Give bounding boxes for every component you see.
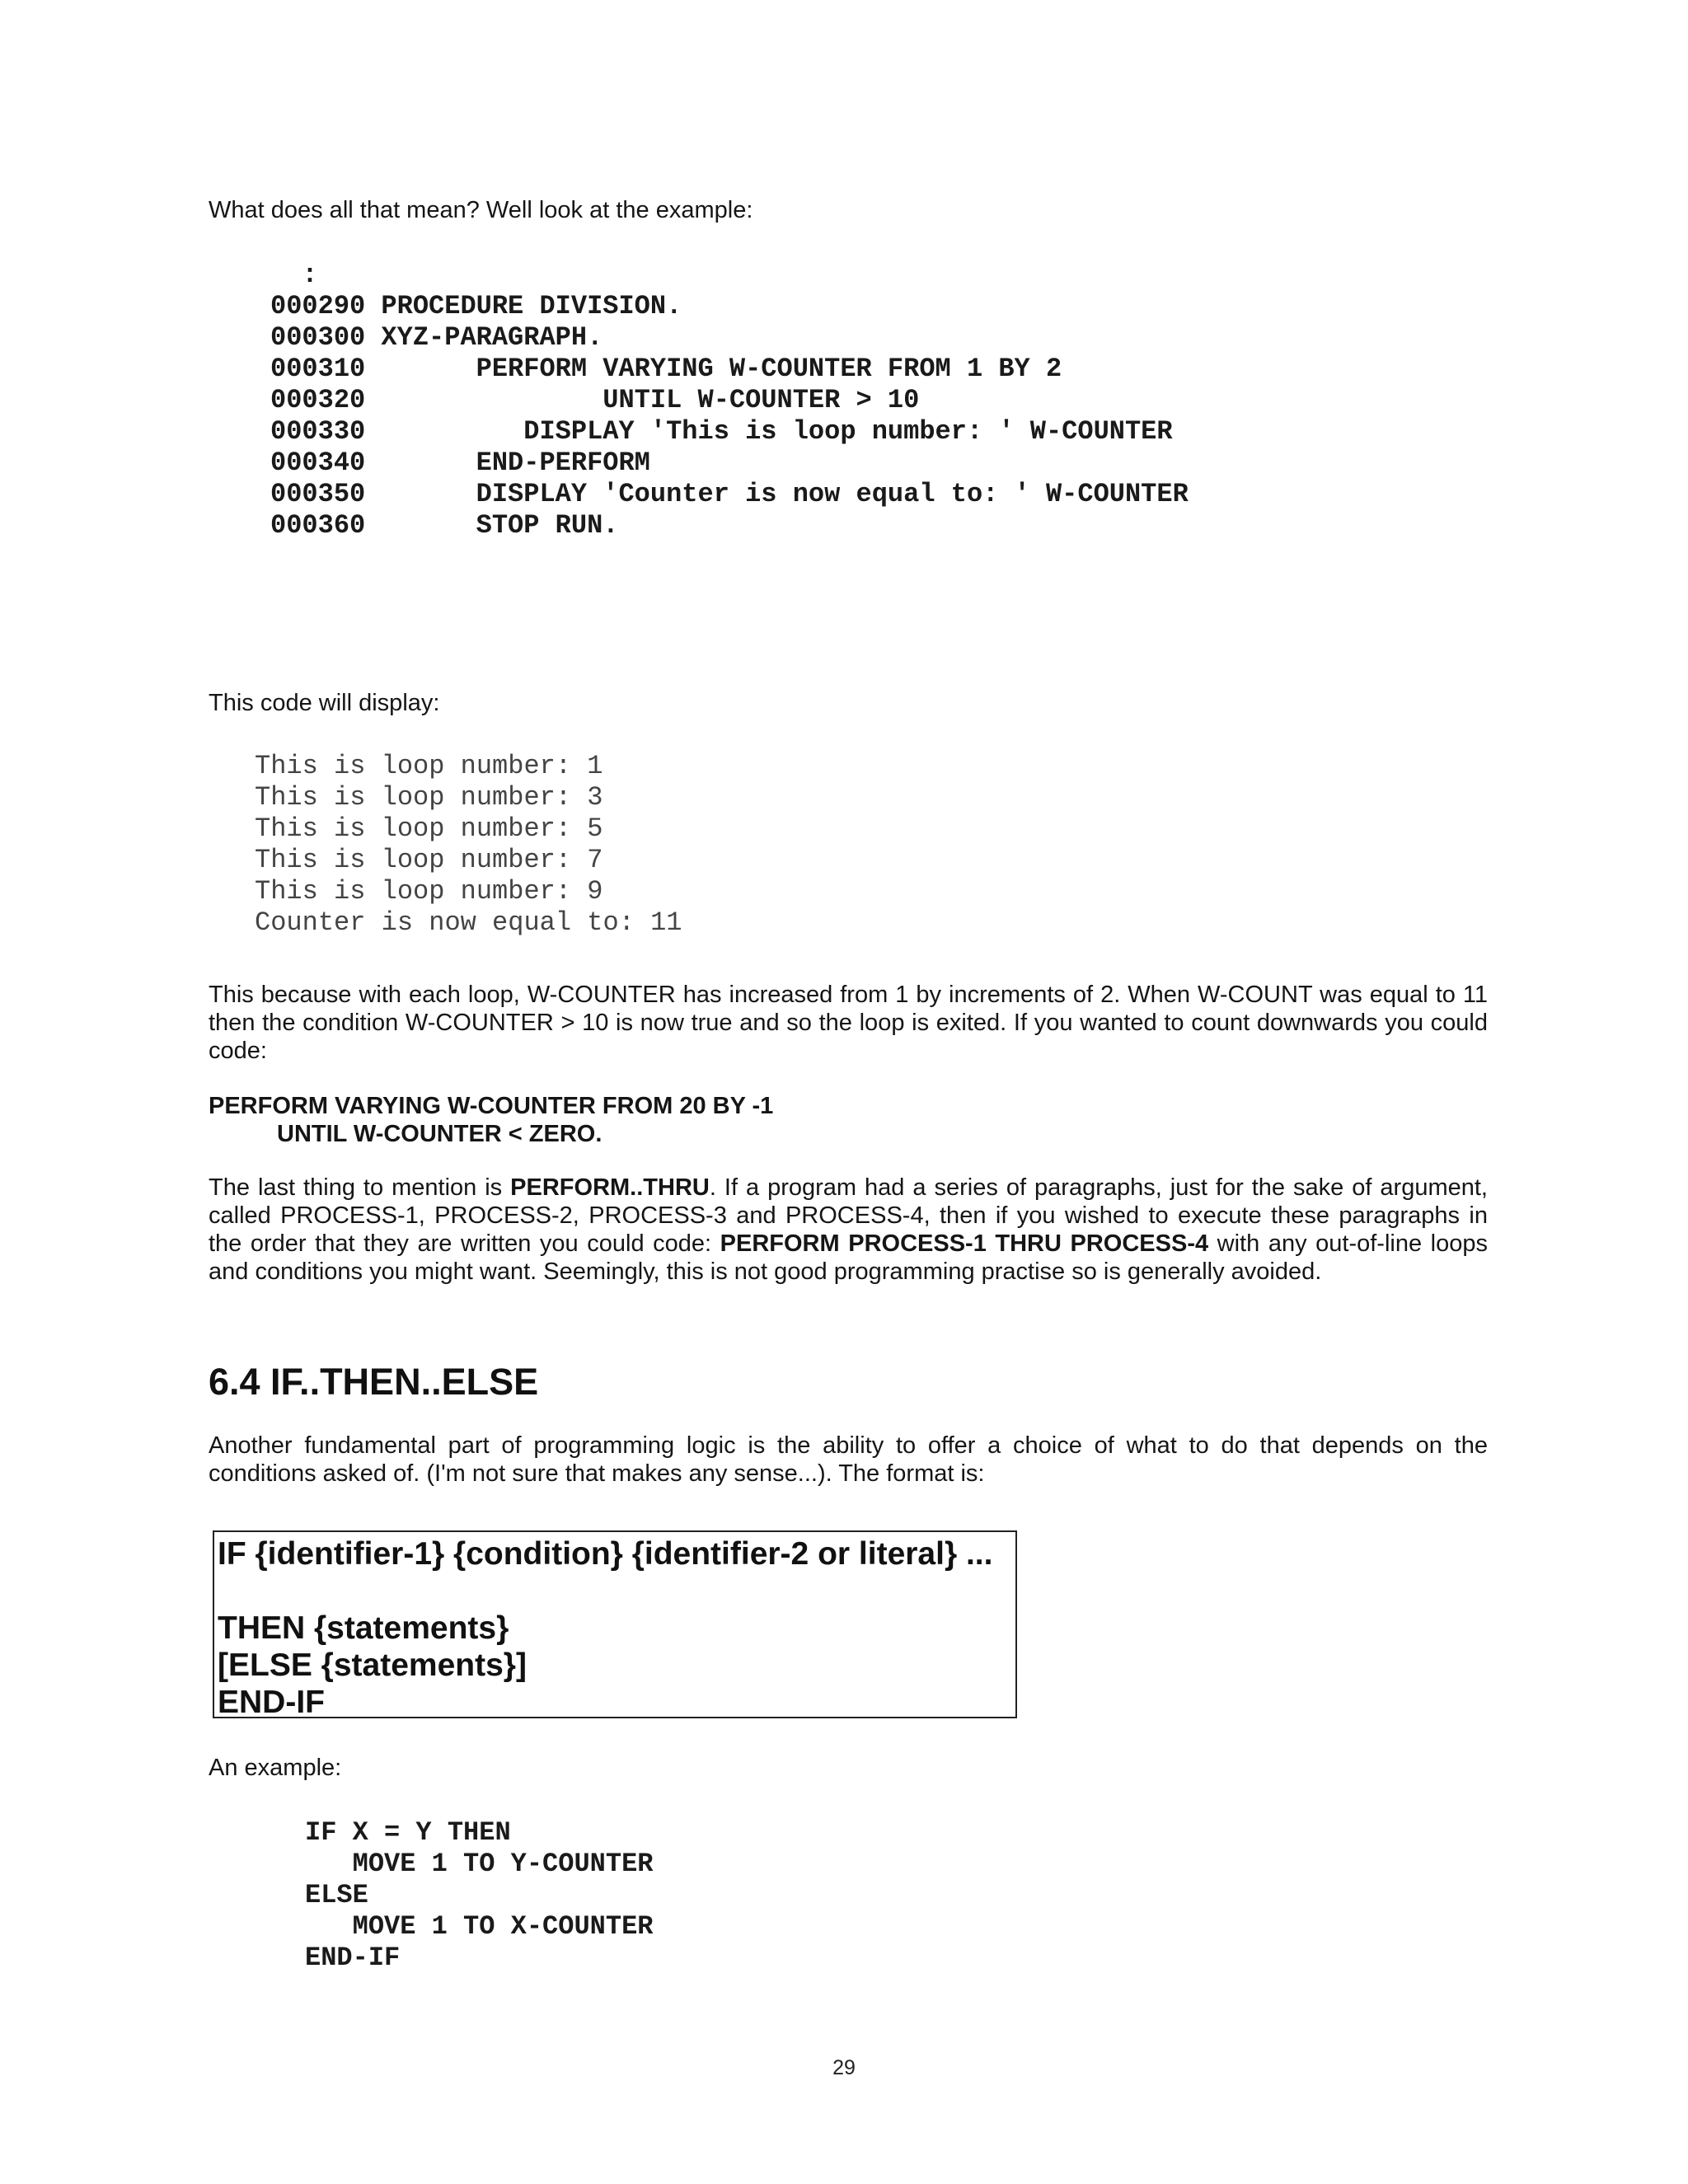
thru-keyword: PERFORM..THRU [510, 1174, 710, 1201]
if-intro-paragraph: Another fundamental part of programming logic is the ability to offer a choice of what to do that depends on the conditions asked of. (I'm not sure that makes any sense...). The format is: [209, 1432, 1488, 1487]
code-line: : [270, 260, 318, 290]
code-line: 000310 PERFORM VARYING W-COUNTER FROM 1 BY 2 [270, 354, 1062, 384]
code-line: This is loop number: 3 [255, 782, 603, 813]
code-line: This is loop number: 9 [255, 876, 603, 907]
code-line: 000360 STOP RUN. [270, 510, 619, 541]
if-format-box [213, 1530, 1017, 1718]
format-blank-line [218, 1572, 1015, 1610]
code-line: ELSE [305, 1880, 368, 1910]
intro-text: What does all that mean? Well look at the example: [209, 197, 753, 223]
countdown-code-line-1: PERFORM VARYING W-COUNTER FROM 20 BY -1 [209, 1093, 774, 1119]
perform-thru-paragraph [209, 1174, 1488, 1286]
code-line: MOVE 1 TO Y-COUNTER [305, 1849, 654, 1879]
thru-text-part-2: . If a program had a series of paragraphs, just for the sake of argument, called PROCESS-1, PROCESS-2, PROCESS-3 and PROCESS-4, then if you wished to execute these paragraphs in the order that they are written you could code: [209, 1174, 1488, 1257]
code-line: END-IF [305, 1943, 401, 1973]
explanation-paragraph: This because with each loop, W-COUNTER has increased from 1 by increments of 2. When W-COUNT was equal to 11 then the condition W-COUNTER > 10 is now true and so the loop is exited. If you wanted to count downwards you could code: [209, 982, 1488, 1064]
code-line: This is loop number: 7 [255, 845, 603, 875]
code-line: 000300 XYZ-PARAGRAPH. [270, 322, 603, 353]
code-line: 000330 DISPLAY 'This is loop number: ' W-COUNTER [270, 416, 1173, 447]
if-example-code-block [305, 1817, 653, 1974]
format-line-if: IF {identifier-1} {condition} {identifier-2 or literal} ... [218, 1536, 993, 1572]
format-line-end-if: END-IF [218, 1685, 325, 1718]
format-line-then: THEN {statements} [218, 1610, 509, 1646]
page-number: 29 [832, 2056, 856, 2079]
display-output-block [255, 751, 682, 939]
thru-example-statement: PERFORM PROCESS-1 THRU PROCESS-4 [720, 1230, 1209, 1257]
example-intro-text: An example: [209, 1755, 342, 1781]
example-code-block [270, 260, 1189, 541]
code-line: Counter is now equal to: 11 [255, 907, 682, 938]
code-line: MOVE 1 TO X-COUNTER [305, 1911, 654, 1942]
code-line: 000320 UNTIL W-COUNTER > 10 [270, 385, 920, 415]
code-line: 000350 DISPLAY 'Counter is now equal to: ' W-COUNTER [270, 479, 1189, 509]
thru-text-part-3: with any out-of-line loops and conditions you might want. Seemingly, this is not good programming practise so is generally avoided. [209, 1230, 1488, 1285]
countdown-code-line-2: UNTIL W-COUNTER < ZERO. [277, 1121, 603, 1147]
code-line: 000340 END-PERFORM [270, 448, 650, 478]
display-intro-text: This code will display: [209, 690, 440, 716]
thru-text-part-1: The last thing to mention is [209, 1174, 511, 1201]
code-line: 000290 PROCEDURE DIVISION. [270, 291, 682, 321]
section-heading: 6.4 IF..THEN..ELSE [209, 1361, 539, 1403]
code-line: IF X = Y THEN [305, 1817, 511, 1848]
code-line: This is loop number: 1 [255, 751, 603, 781]
format-line-else: [ELSE {statements}] [218, 1647, 527, 1683]
code-line: This is loop number: 5 [255, 813, 603, 844]
